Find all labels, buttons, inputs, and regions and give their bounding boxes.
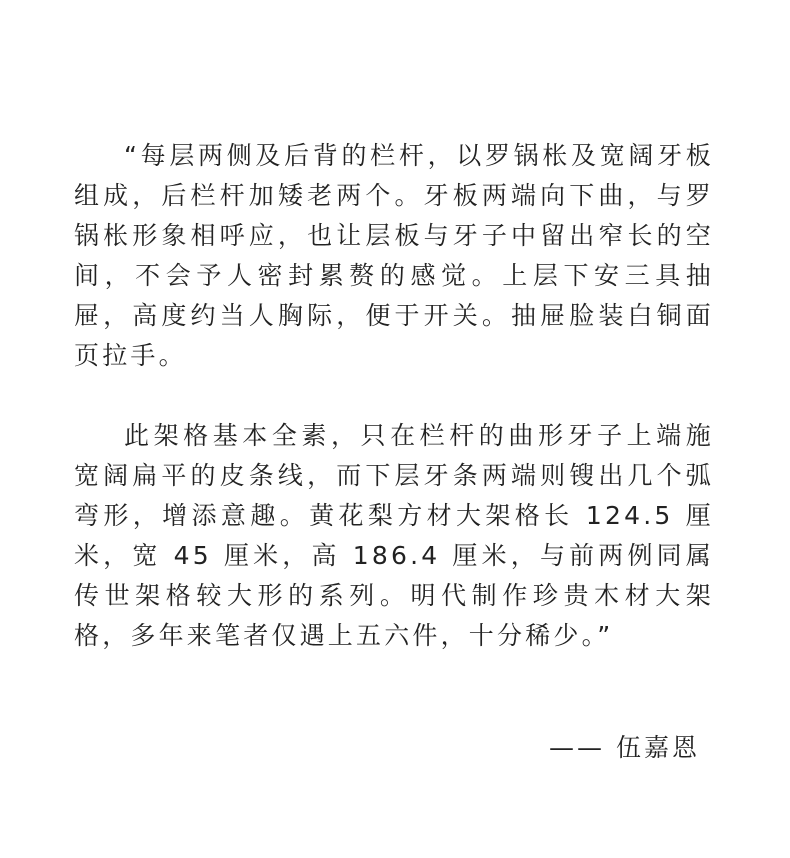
paragraph-spacer: [74, 376, 714, 416]
paragraph: 此架格基本全素，只在栏杆的曲形牙子上端施宽阔扁平的皮条线，而下层牙条两端则锼出几个弧弯形，增添意趣。黄花梨方材大架格长 124.5 厘米，宽 45 厘米，高 186.4 厘米，与前两例同属传世架格较大形的系列。明代制作珍贵木材大架格，多年来笔者仅遇上五六件，十分稀少。”: [74, 421, 714, 650]
paragraph: “每层两侧及后背的栏杆，以罗锅枨及宽阔牙板组成，后栏杆加矮老两个。牙板两端向下曲，与罗锅枨形象相呼应，也让层板与牙子中留出窄长的空间，不会予人密封累赘的感觉。上层下安三具抽屉，高度约当人胸际，便于开关。抽屉脸装白铜面页拉手。: [74, 141, 714, 370]
author-signature: —— 伍嘉恩: [549, 733, 700, 762]
quote-body: [74, 136, 714, 656]
